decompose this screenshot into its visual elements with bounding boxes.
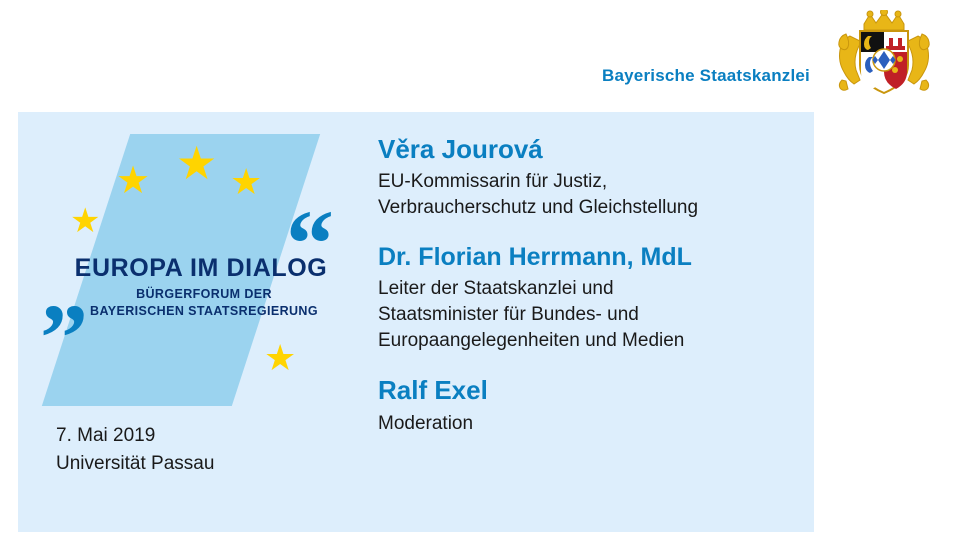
speaker-role-line: Verbraucherschutz und Gleichstellung xyxy=(378,196,699,218)
eu-star-icon: ★ xyxy=(264,337,297,378)
speaker-role-line: Staatsminister für Bundes- und xyxy=(378,304,639,326)
event-panel xyxy=(18,112,814,532)
logo-subtitle-line-2: BAYERISCHEN STAATSREGIERUNG xyxy=(90,303,318,318)
event-date: 7. Mai 2019 xyxy=(56,425,156,446)
page-header xyxy=(0,0,960,112)
logo-subtitle-line-1: BÜRGERFORUM DER xyxy=(136,287,272,301)
speaker-name: Dr. Florian Herrmann, MdL xyxy=(378,243,692,272)
eu-star-icon: ★ xyxy=(230,161,263,202)
speaker-role xyxy=(378,276,808,353)
speaker-name: Věra Jourová xyxy=(378,134,543,164)
speaker-role xyxy=(378,169,808,220)
logo-subtitle xyxy=(80,286,328,320)
speaker-name: Ralf Exel xyxy=(378,375,488,406)
eu-star-icon: ★ xyxy=(176,137,218,189)
eu-star-icon: ★ xyxy=(70,202,101,240)
speaker-entry xyxy=(378,134,808,220)
eu-star-icon: ★ xyxy=(116,160,151,202)
event-details xyxy=(56,422,214,477)
speaker-entry xyxy=(378,375,808,436)
speaker-role-line: Moderation xyxy=(378,412,474,434)
speaker-role-line: Europaangelegenheiten und Medien xyxy=(378,329,685,351)
quotation-mark-close-icon: ” xyxy=(40,284,88,391)
organization-title: Bayerische Staatskanzlei xyxy=(602,66,810,85)
logo-title: EUROPA IM DIALOG xyxy=(74,254,328,282)
event-venue: Universität Passau xyxy=(56,452,215,474)
quotation-mark-open-icon: “ xyxy=(286,190,334,297)
bavarian-coat-of-arms-icon xyxy=(820,10,948,96)
speaker-role xyxy=(378,411,808,437)
speaker-entry xyxy=(378,242,808,353)
europa-im-dialog-logo xyxy=(18,112,378,412)
speaker-role-line: EU-Kommissarin für Justiz, xyxy=(378,171,608,193)
speaker-list xyxy=(378,134,808,436)
speaker-role-line: Leiter der Staatskanzlei und xyxy=(378,278,614,300)
